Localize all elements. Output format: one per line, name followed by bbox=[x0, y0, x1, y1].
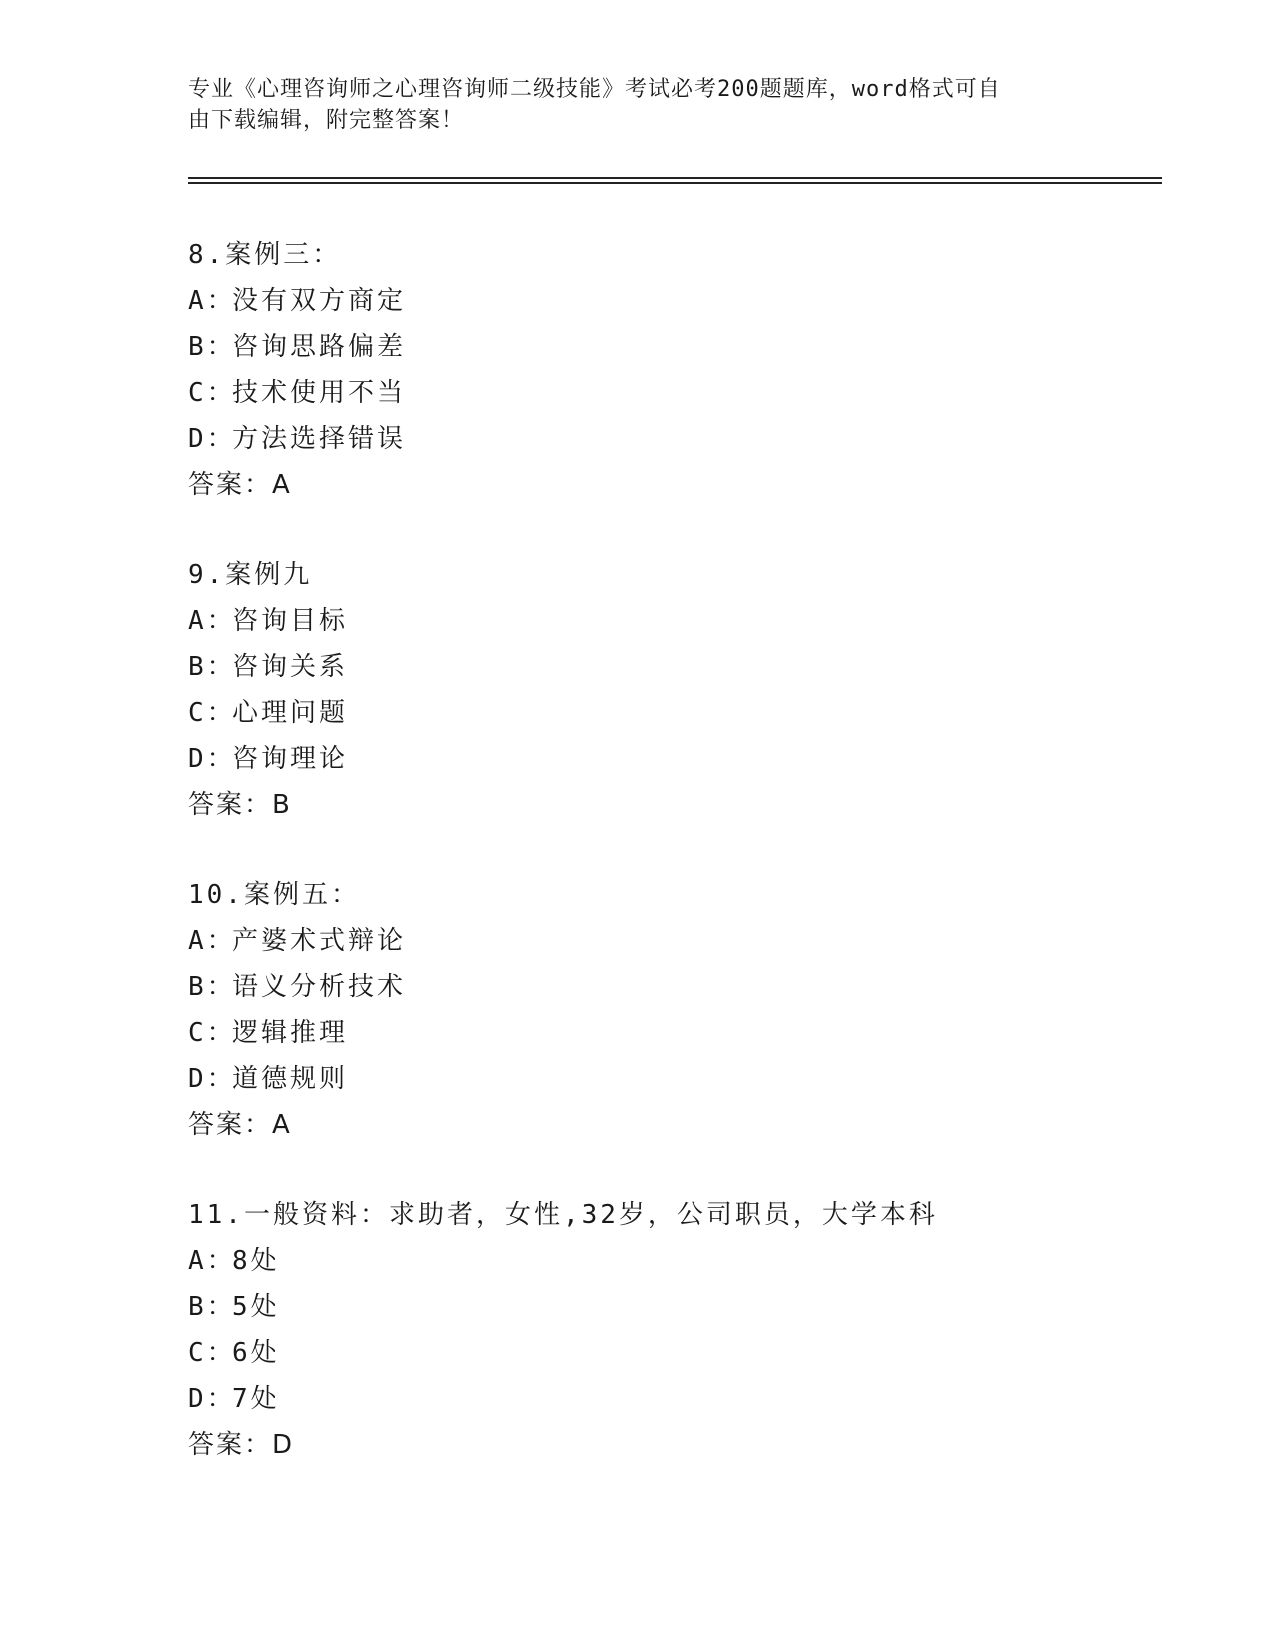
option-key: A： bbox=[188, 926, 236, 956]
option-key: D： bbox=[188, 1064, 236, 1094]
answer-line: 答案：D bbox=[188, 1430, 295, 1460]
option-d bbox=[188, 416, 1188, 462]
option-text: 5处 bbox=[232, 1292, 280, 1322]
question-title: 11.一般资料：求助者，女性,32岁，公司职员，大学本科 bbox=[188, 1200, 938, 1230]
option-d bbox=[188, 1056, 1188, 1102]
option-text: 逻辑推理 bbox=[232, 1018, 349, 1048]
answer-line: 答案：A bbox=[188, 1110, 292, 1140]
option-text: 7处 bbox=[232, 1384, 280, 1414]
option-key: A： bbox=[188, 1246, 236, 1276]
question-title: 9.案例九 bbox=[188, 560, 313, 590]
option-text: 没有双方商定 bbox=[232, 286, 407, 316]
option-d bbox=[188, 736, 1188, 782]
question-title: 8.案例三： bbox=[188, 240, 342, 270]
answer-line: 答案：A bbox=[188, 470, 292, 500]
option-key: D： bbox=[188, 744, 236, 774]
option-text: 咨询思路偏差 bbox=[232, 332, 407, 362]
option-key: B： bbox=[188, 652, 236, 682]
option-text: 咨询目标 bbox=[232, 606, 349, 636]
question-10 bbox=[188, 872, 1188, 1148]
option-a bbox=[188, 598, 1188, 644]
option-c bbox=[188, 1010, 1188, 1056]
option-key: D： bbox=[188, 1384, 236, 1414]
document-header bbox=[188, 74, 1088, 136]
option-text: 产婆术式辩论 bbox=[232, 926, 407, 956]
question-8 bbox=[188, 232, 1188, 508]
option-b bbox=[188, 644, 1188, 690]
option-key: C： bbox=[188, 1338, 236, 1368]
option-d bbox=[188, 1376, 1188, 1422]
option-text: 咨询关系 bbox=[232, 652, 349, 682]
option-key: A： bbox=[188, 606, 236, 636]
option-c bbox=[188, 1330, 1188, 1376]
option-key: D： bbox=[188, 424, 236, 454]
option-key: C： bbox=[188, 378, 236, 408]
option-key: C： bbox=[188, 698, 236, 728]
option-c bbox=[188, 690, 1188, 736]
option-key: B： bbox=[188, 972, 236, 1002]
option-a bbox=[188, 278, 1188, 324]
option-text: 技术使用不当 bbox=[232, 378, 407, 408]
option-key: B： bbox=[188, 1292, 236, 1322]
option-key: A： bbox=[188, 286, 236, 316]
option-key: B： bbox=[188, 332, 236, 362]
option-b bbox=[188, 324, 1188, 370]
header-divider-bottom bbox=[188, 182, 1162, 184]
question-9 bbox=[188, 552, 1188, 828]
option-text: 道德规则 bbox=[232, 1064, 349, 1094]
header-divider-top bbox=[188, 177, 1162, 179]
header-line-2: 由下载编辑，附完整答案！ bbox=[188, 108, 465, 133]
option-text: 心理问题 bbox=[232, 698, 349, 728]
option-b bbox=[188, 1284, 1188, 1330]
option-text: 咨询理论 bbox=[232, 744, 349, 774]
option-text: 方法选择错误 bbox=[232, 424, 407, 454]
option-c bbox=[188, 370, 1188, 416]
option-key: C： bbox=[188, 1018, 236, 1048]
option-b bbox=[188, 964, 1188, 1010]
question-title: 10.案例五： bbox=[188, 880, 360, 910]
option-text: 6处 bbox=[232, 1338, 280, 1368]
option-a bbox=[188, 918, 1188, 964]
option-a bbox=[188, 1238, 1188, 1284]
header-line-1: 专业《心理咨询师之心理咨询师二级技能》考试必考200题题库，word格式可自 bbox=[188, 77, 1001, 102]
option-text: 8处 bbox=[232, 1246, 280, 1276]
option-text: 语义分析技术 bbox=[232, 972, 407, 1002]
question-11 bbox=[188, 1192, 1188, 1468]
answer-line: 答案：B bbox=[188, 790, 292, 820]
